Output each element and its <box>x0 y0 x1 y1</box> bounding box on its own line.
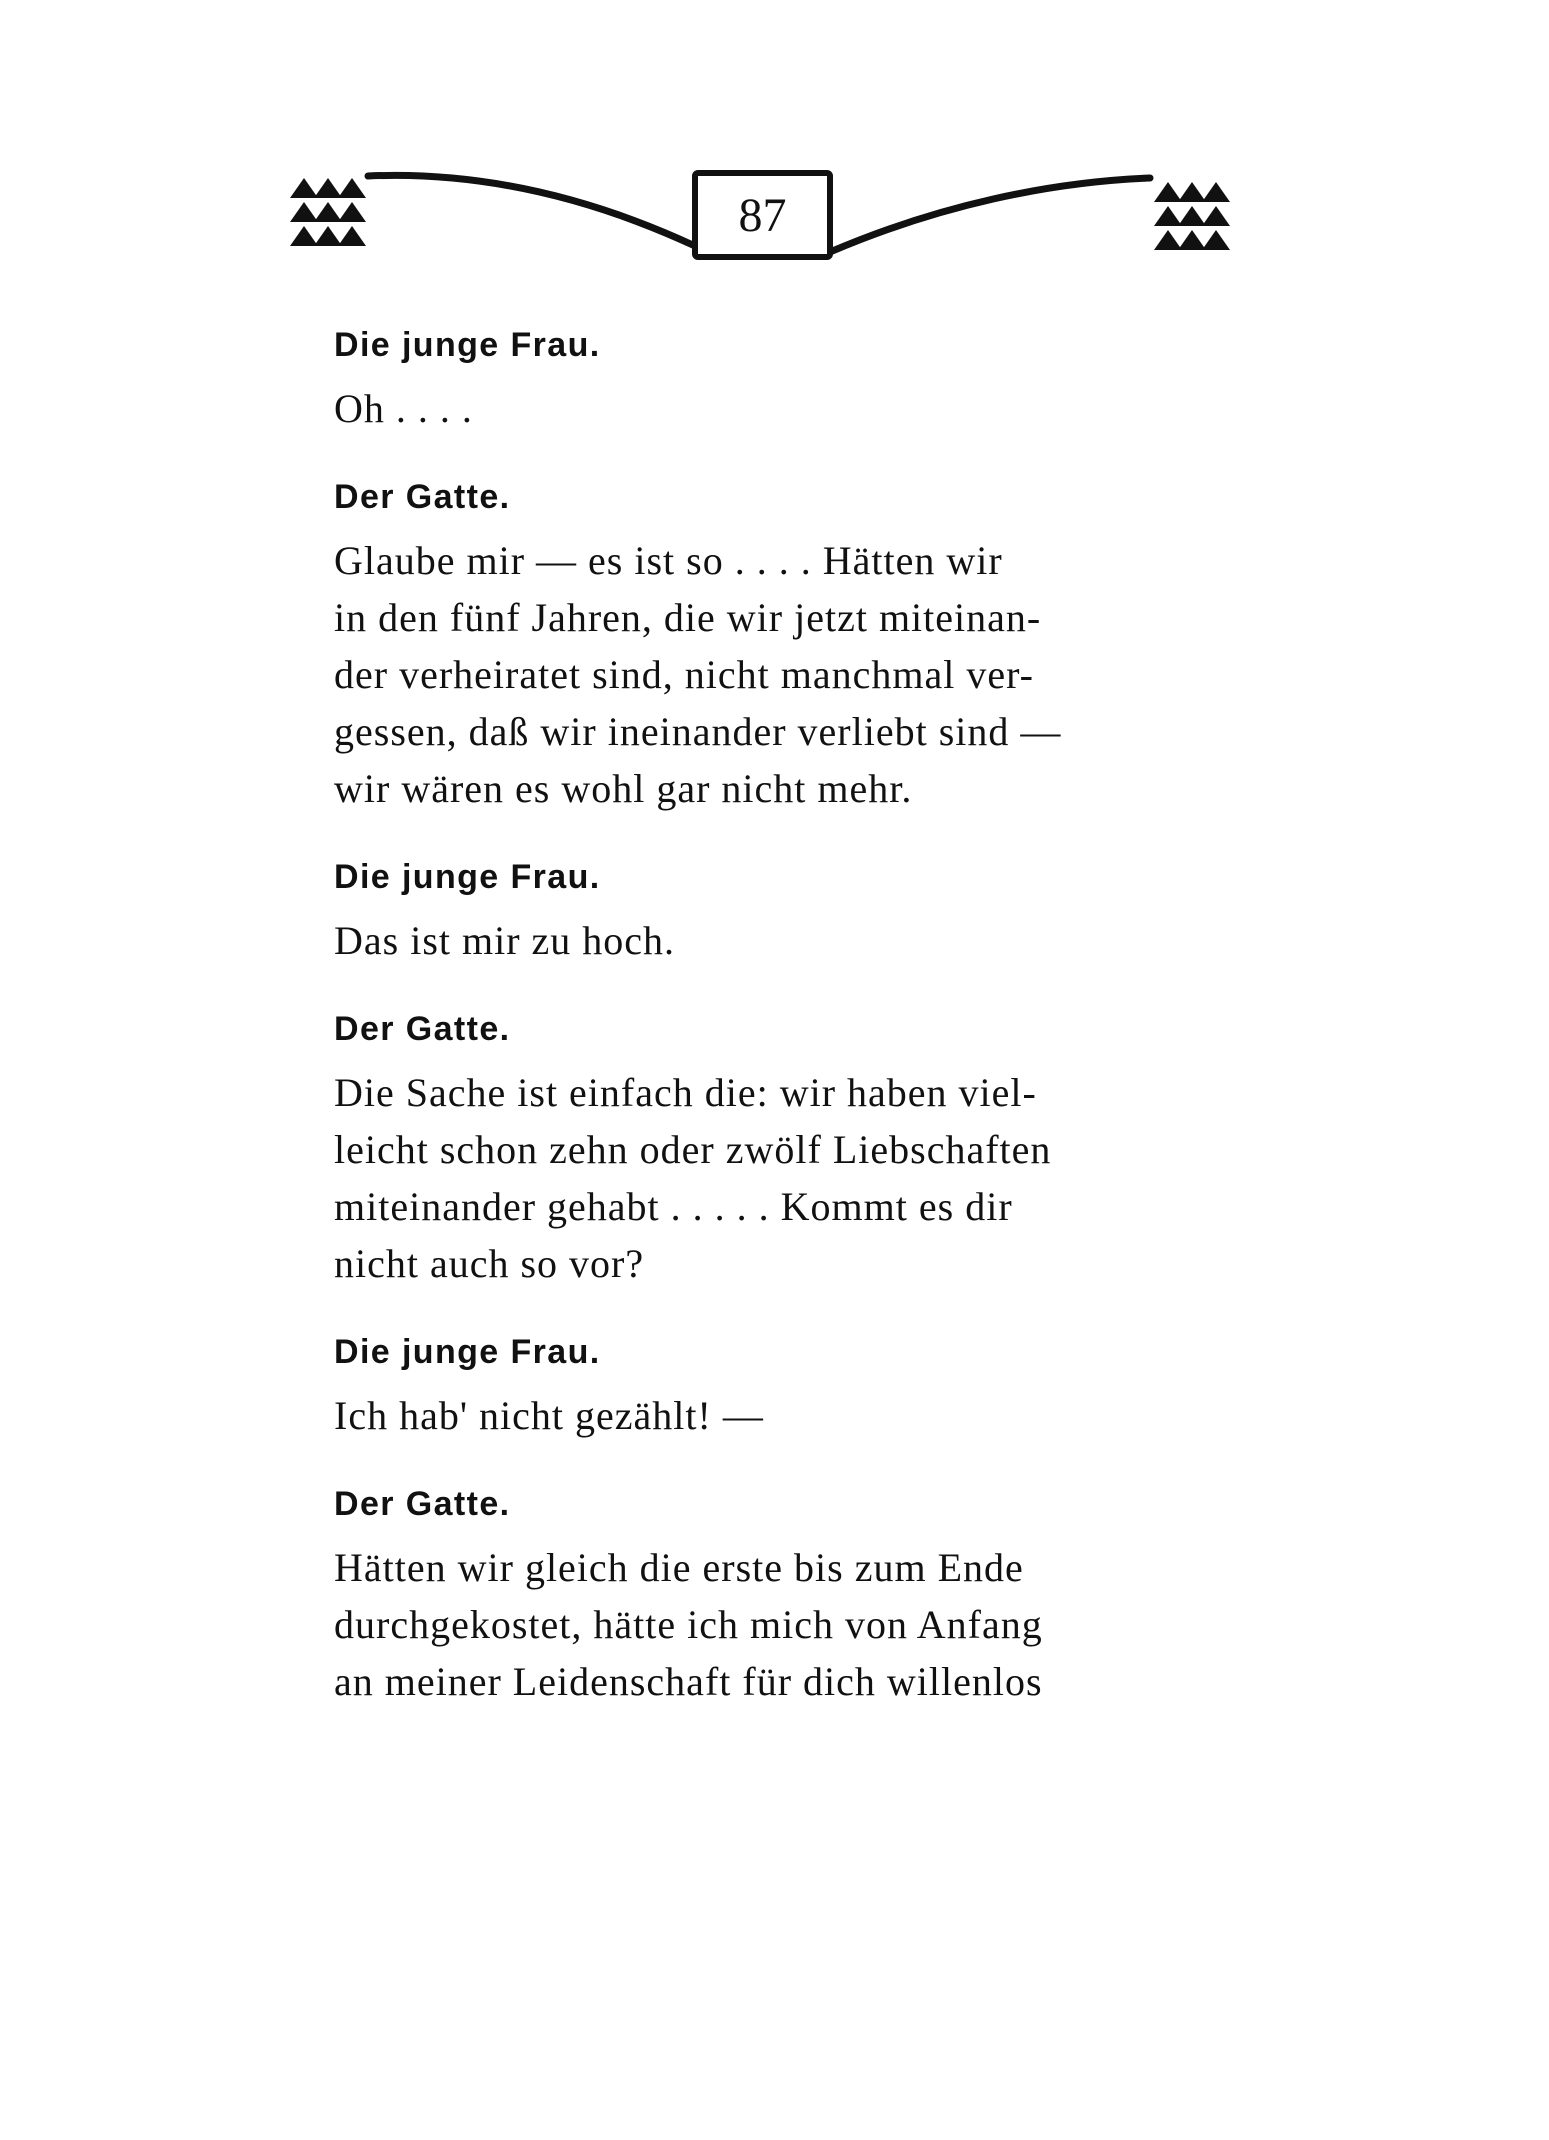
speech-line: der verheiratet sind, nicht manchmal ver- <box>334 652 1034 697</box>
dialogue-turn <box>334 1487 1214 1710</box>
speech-text <box>334 1387 1214 1444</box>
left-triangle-ornament <box>290 178 366 246</box>
speech-line: gessen, daß wir ineinander verliebt sind — <box>334 709 1062 754</box>
speech-line: miteinander gehabt . . . . . Kommt es dir <box>334 1184 1013 1229</box>
dialogue-turn <box>334 1335 1214 1444</box>
dialogue-content <box>334 328 1214 1753</box>
speech-line: Glaube mir — es ist so . . . . Hätten wir <box>334 538 1003 583</box>
speech-line: Die Sache ist einfach die: wir haben viel- <box>334 1070 1037 1115</box>
speech-line: leicht schon zehn oder zwölf Liebschaften <box>334 1127 1052 1172</box>
dialogue-turn <box>334 860 1214 969</box>
speech-line: durchgekostet, hätte ich mich von Anfang <box>334 1602 1043 1647</box>
speaker-name: Die junge Frau. <box>334 858 601 896</box>
speaker-name: Der Gatte. <box>334 478 511 516</box>
speech-line: an meiner Leidenschaft für dich willenlos <box>334 1659 1043 1704</box>
right-triangle-ornament <box>1154 182 1230 250</box>
dialogue-turn <box>334 1012 1214 1292</box>
speaker-name: Der Gatte. <box>334 1010 511 1048</box>
speaker-name: Der Gatte. <box>334 1485 511 1523</box>
dialogue-turn <box>334 480 1214 817</box>
speech-line: Hätten wir gleich die erste bis zum Ende <box>334 1545 1024 1590</box>
speech-line: in den fünf Jahren, die wir jetzt miteinan- <box>334 595 1042 640</box>
speech-text <box>334 380 1214 437</box>
speech-line: Ich hab' nicht gezählt! — <box>334 1393 764 1438</box>
speech-text <box>334 1539 1214 1710</box>
page-number-wrapper <box>695 173 830 257</box>
speech-line: Oh . . . . <box>334 386 473 431</box>
page-number: 87 <box>738 188 787 242</box>
speech-line: wir wären es wohl gar nicht mehr. <box>334 766 913 811</box>
speech-text <box>334 532 1214 817</box>
dialogue-turn <box>334 328 1214 437</box>
left-flourish-line <box>368 175 695 246</box>
speech-text <box>334 912 1214 969</box>
speech-text <box>334 1064 1214 1292</box>
speaker-name: Die junge Frau. <box>334 326 601 364</box>
speech-line: Das ist mir zu hoch. <box>334 918 676 963</box>
right-flourish-line <box>830 178 1150 252</box>
speech-line: nicht auch so vor? <box>334 1241 645 1286</box>
speaker-name: Die junge Frau. <box>334 1333 601 1371</box>
